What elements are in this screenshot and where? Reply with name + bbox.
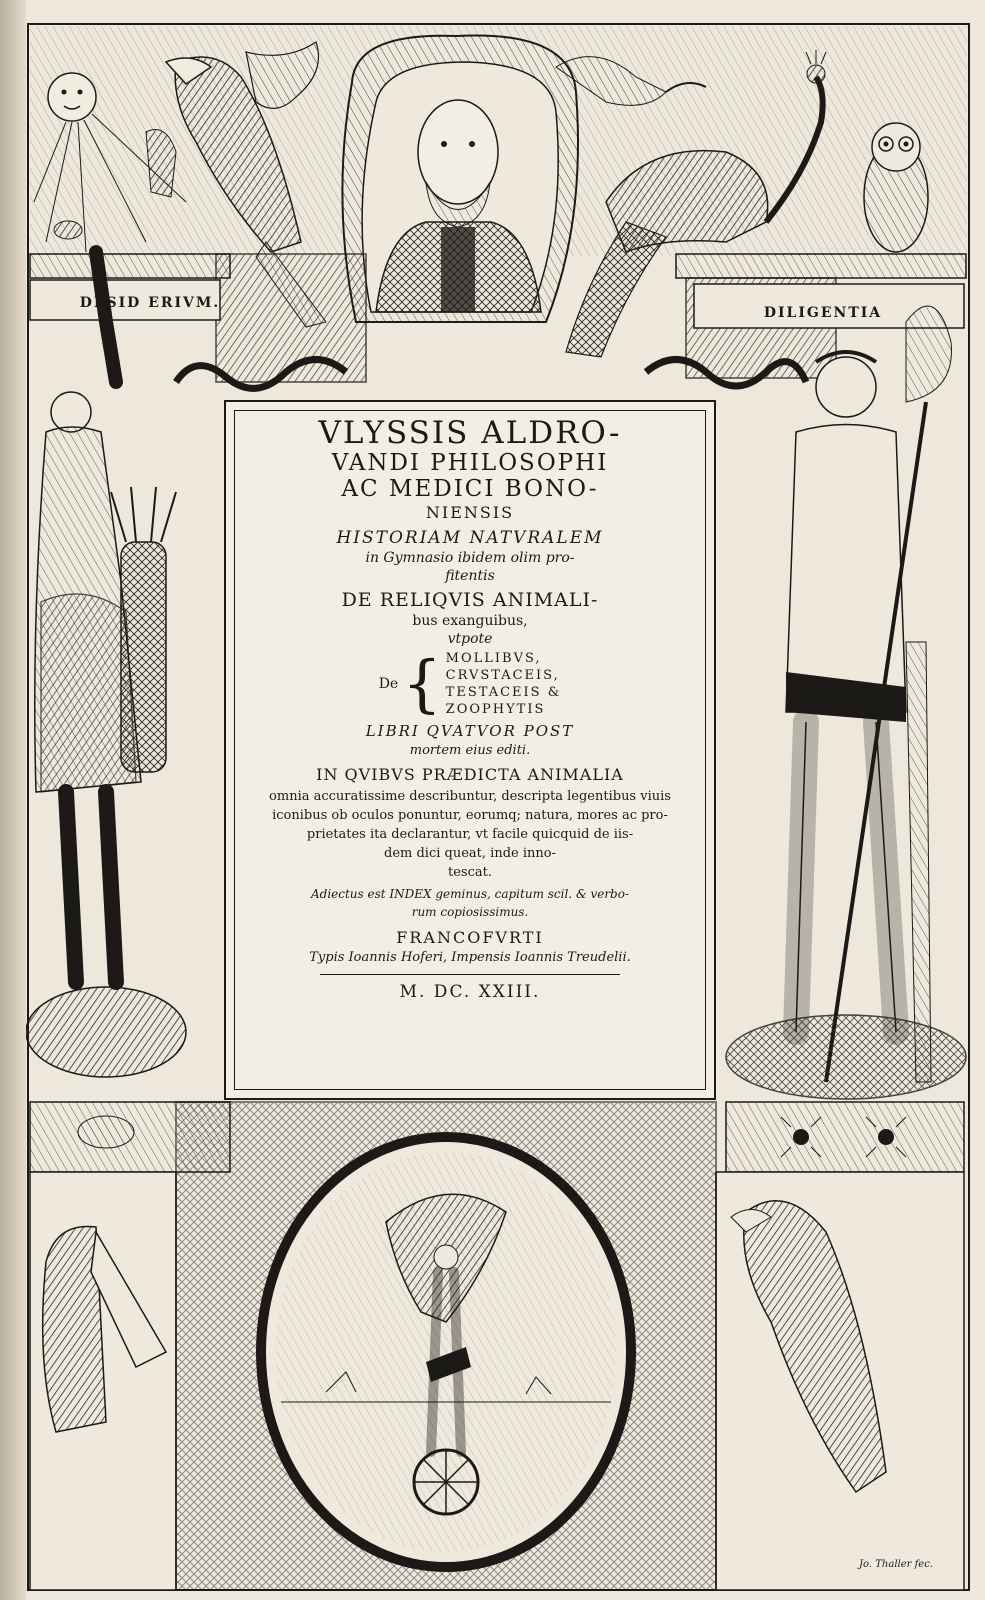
books-line-2: mortem eius editi. xyxy=(409,743,531,758)
banner-diligentia: DILIGENTIA xyxy=(763,305,883,321)
index-line-1: Adiectus est INDEX geminus, capitum scil. & verbo- xyxy=(310,887,630,901)
subject-line-2: bus exanguibus, xyxy=(412,613,528,629)
engraver-signature: Jo. Thaller fec. xyxy=(859,1559,933,1570)
de-word: De xyxy=(378,676,399,692)
subject-line-1: DE RELIQVIS ANIMALI- xyxy=(341,589,599,611)
de-item: CRVSTACEIS, xyxy=(445,668,560,683)
de-classification-list xyxy=(244,647,696,720)
de-item: ZOOPHYTIS xyxy=(445,702,546,717)
description-line-5: dem dici queat, inde inno- xyxy=(384,846,556,861)
central-vignette xyxy=(261,1137,631,1567)
role-line-3: fitentis xyxy=(445,568,495,584)
imprint-place: FRANCOFVRTI xyxy=(396,928,544,947)
role-line-1: HISTORIAM NATVRALEM xyxy=(336,528,604,548)
author-line-1: VLYSSIS ALDRO- xyxy=(318,415,622,451)
small-bird-perch xyxy=(54,221,82,239)
author-line-3: AC MEDICI BONO- xyxy=(341,476,599,502)
curly-brace-icon: { xyxy=(402,647,442,720)
utpote-word: vtpote xyxy=(447,631,493,647)
divider-rule xyxy=(320,974,620,975)
imprint-printer: Typis Ioannis Hoferi, Impensis Ioannis Treudelii. xyxy=(309,950,631,965)
portrait-medallion xyxy=(342,35,578,322)
author-line-4: NIENSIS xyxy=(425,503,515,522)
de-item: MOLLIBVS, xyxy=(445,651,542,666)
books-line-1: LIBRI QVATVOR POST xyxy=(365,722,575,740)
role-line-2: in Gymnasio ibidem olim pro- xyxy=(365,550,575,566)
publication-date: M. DC. XXIII. xyxy=(399,982,541,1002)
banner-desiderium: DESID ERIVM. xyxy=(79,295,221,311)
index-line-2: rum copiosissimus. xyxy=(411,905,529,919)
description-line-3: iconibus ob oculos ponuntur, eorumq; natura, mores ac pro- xyxy=(272,808,668,823)
description-line-6: tescat. xyxy=(448,865,492,880)
description-line-2: omnia accuratissime describuntur, descripta legentibus viuis xyxy=(269,789,671,804)
page-gutter xyxy=(0,0,26,1600)
left-allegorical-figure xyxy=(26,252,186,1077)
title-cartouche xyxy=(224,400,716,1100)
butterfly xyxy=(78,1116,134,1148)
right-allegorical-figure xyxy=(726,306,966,1099)
description-line-4: prietates ita declarantur, vt facile quicquid de iis- xyxy=(306,827,634,842)
description-line-1: IN QVIBVS PRÆDICTA ANIMALIA xyxy=(316,765,624,784)
de-item: TESTACEIS & xyxy=(445,685,562,700)
owl xyxy=(864,123,928,252)
author-line-2: VANDI PHILOSOPHI xyxy=(331,450,609,476)
